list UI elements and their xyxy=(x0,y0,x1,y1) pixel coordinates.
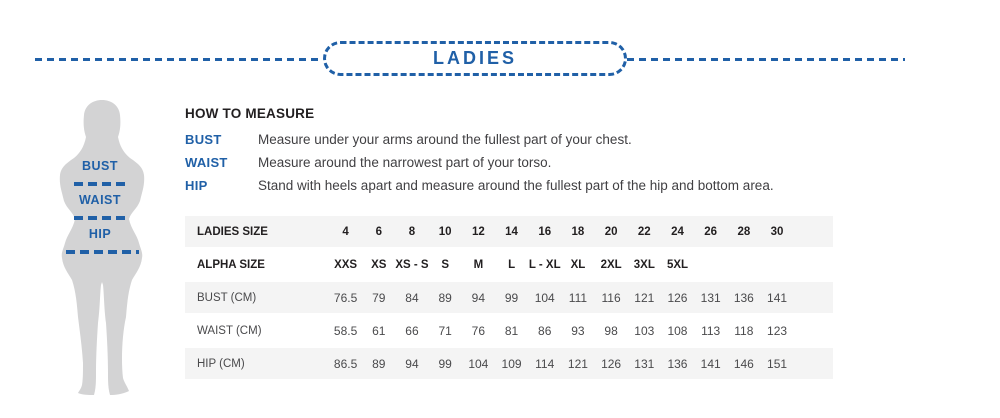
size-cell: 89 xyxy=(372,356,386,371)
how-to-measure-rows xyxy=(185,128,885,197)
how-to-measure-title: HOW TO MEASURE xyxy=(185,106,315,121)
size-cell: 108 xyxy=(667,323,688,338)
size-cell: 66 xyxy=(405,323,419,338)
size-cell: 93 xyxy=(571,323,585,338)
size-table-row xyxy=(185,216,833,247)
size-cell: 104 xyxy=(534,290,555,305)
figure-waist-label: WAIST xyxy=(78,193,122,207)
size-cell: XS xyxy=(371,258,387,271)
size-row-label: HIP (CM) xyxy=(197,357,245,370)
size-cell: 18 xyxy=(571,225,585,238)
size-cell: 126 xyxy=(601,356,622,371)
size-cell: 5XL xyxy=(666,258,689,271)
size-cell: 121 xyxy=(567,356,588,371)
ladies-pill xyxy=(323,41,627,76)
size-cell: 79 xyxy=(372,290,386,305)
how-to-measure-section xyxy=(185,106,885,197)
size-cell: 28 xyxy=(737,225,751,238)
size-cell: 121 xyxy=(634,290,655,305)
size-cell: 76.5 xyxy=(333,290,358,305)
size-cell: 6 xyxy=(375,225,382,238)
size-cell: 8 xyxy=(408,225,416,238)
size-cell: 3XL xyxy=(633,258,655,271)
size-row-label: BUST (CM) xyxy=(197,291,257,304)
measure-term: BUST xyxy=(185,132,222,147)
size-cell: 136 xyxy=(667,356,688,371)
size-cell: 118 xyxy=(734,323,754,338)
size-cell: 113 xyxy=(701,323,721,338)
size-cell: 141 xyxy=(767,290,788,305)
size-cell: 81 xyxy=(504,323,519,338)
size-cell: 86.5 xyxy=(333,356,358,371)
size-cell: 131 xyxy=(634,356,655,371)
size-table-row xyxy=(185,348,833,379)
size-table-row xyxy=(185,249,833,280)
size-cell: 26 xyxy=(704,225,718,238)
size-cell: 123 xyxy=(767,323,788,338)
size-cell: 76 xyxy=(471,323,486,338)
size-cell: 71 xyxy=(438,323,452,338)
size-row-label: LADIES SIZE xyxy=(197,225,268,238)
size-cell: 146 xyxy=(733,356,754,371)
measure-term: WAIST xyxy=(185,155,228,170)
size-cell: XS - S xyxy=(395,258,429,271)
size-cell: 111 xyxy=(568,290,588,305)
measure-description: Measure under your arms around the fullest part of your chest. xyxy=(258,132,632,147)
size-cell: 89 xyxy=(438,290,452,305)
size-cell: 99 xyxy=(438,356,452,371)
size-cell: 94 xyxy=(471,290,486,305)
size-table-row xyxy=(185,282,833,313)
size-cell: 10 xyxy=(438,225,452,238)
size-cell: 98 xyxy=(604,323,618,338)
size-cell: M xyxy=(473,258,484,271)
size-cell: 114 xyxy=(535,356,555,371)
size-cell: L xyxy=(508,258,516,271)
header-dashed-line-left xyxy=(35,58,323,61)
size-cell: L - XL xyxy=(528,258,561,271)
measure-term: HIP xyxy=(185,178,208,193)
size-cell: 2XL xyxy=(600,258,622,271)
size-cell: 16 xyxy=(538,225,552,238)
size-cell: 151 xyxy=(767,356,788,371)
bust-measure-line xyxy=(74,182,126,186)
size-cell: 30 xyxy=(770,225,784,238)
header-dashed-line-right xyxy=(627,58,905,61)
howto-row xyxy=(185,128,885,151)
size-cell: 12 xyxy=(471,225,485,238)
howto-row xyxy=(185,174,885,197)
size-cell: XL xyxy=(570,258,586,271)
size-cell: 141 xyxy=(700,356,721,371)
size-cell: 14 xyxy=(505,225,518,238)
size-cell: 136 xyxy=(733,290,754,305)
howto-row xyxy=(185,151,885,174)
size-cell: 94 xyxy=(405,356,419,371)
size-row-label: ALPHA SIZE xyxy=(197,258,265,271)
size-cell: 86 xyxy=(538,323,552,338)
size-table-row xyxy=(185,315,833,346)
size-cell: XXS xyxy=(334,258,358,271)
size-cell: 58.5 xyxy=(333,323,358,338)
size-table xyxy=(185,216,833,381)
figure-bust-label: BUST xyxy=(81,159,119,173)
size-cell: 103 xyxy=(634,323,655,338)
figure-hip-label: HIP xyxy=(88,227,112,241)
size-cell: 104 xyxy=(468,356,489,371)
size-cell: 131 xyxy=(700,290,721,305)
size-row-label: WAIST (CM) xyxy=(197,324,262,337)
size-cell: 61 xyxy=(372,323,386,338)
measurement-figure xyxy=(48,95,160,400)
measure-description: Stand with heels apart and measure around the fullest part of the hip and bottom area. xyxy=(258,178,774,193)
size-cell: 126 xyxy=(667,290,688,305)
size-cell: 24 xyxy=(671,225,684,238)
size-cell: 116 xyxy=(601,290,621,305)
measure-description: Measure around the narrowest part of your torso. xyxy=(258,155,552,170)
waist-measure-line xyxy=(74,216,127,220)
page-title: LADIES xyxy=(432,48,517,68)
size-cell: 22 xyxy=(637,225,651,238)
size-cell: 4 xyxy=(342,225,349,238)
female-silhouette xyxy=(48,95,160,400)
hip-measure-line xyxy=(66,250,139,254)
size-cell: 84 xyxy=(405,290,419,305)
size-cell: 99 xyxy=(504,290,519,305)
size-cell: 20 xyxy=(604,225,618,238)
size-cell: 109 xyxy=(501,356,522,371)
size-cell: S xyxy=(441,258,450,271)
